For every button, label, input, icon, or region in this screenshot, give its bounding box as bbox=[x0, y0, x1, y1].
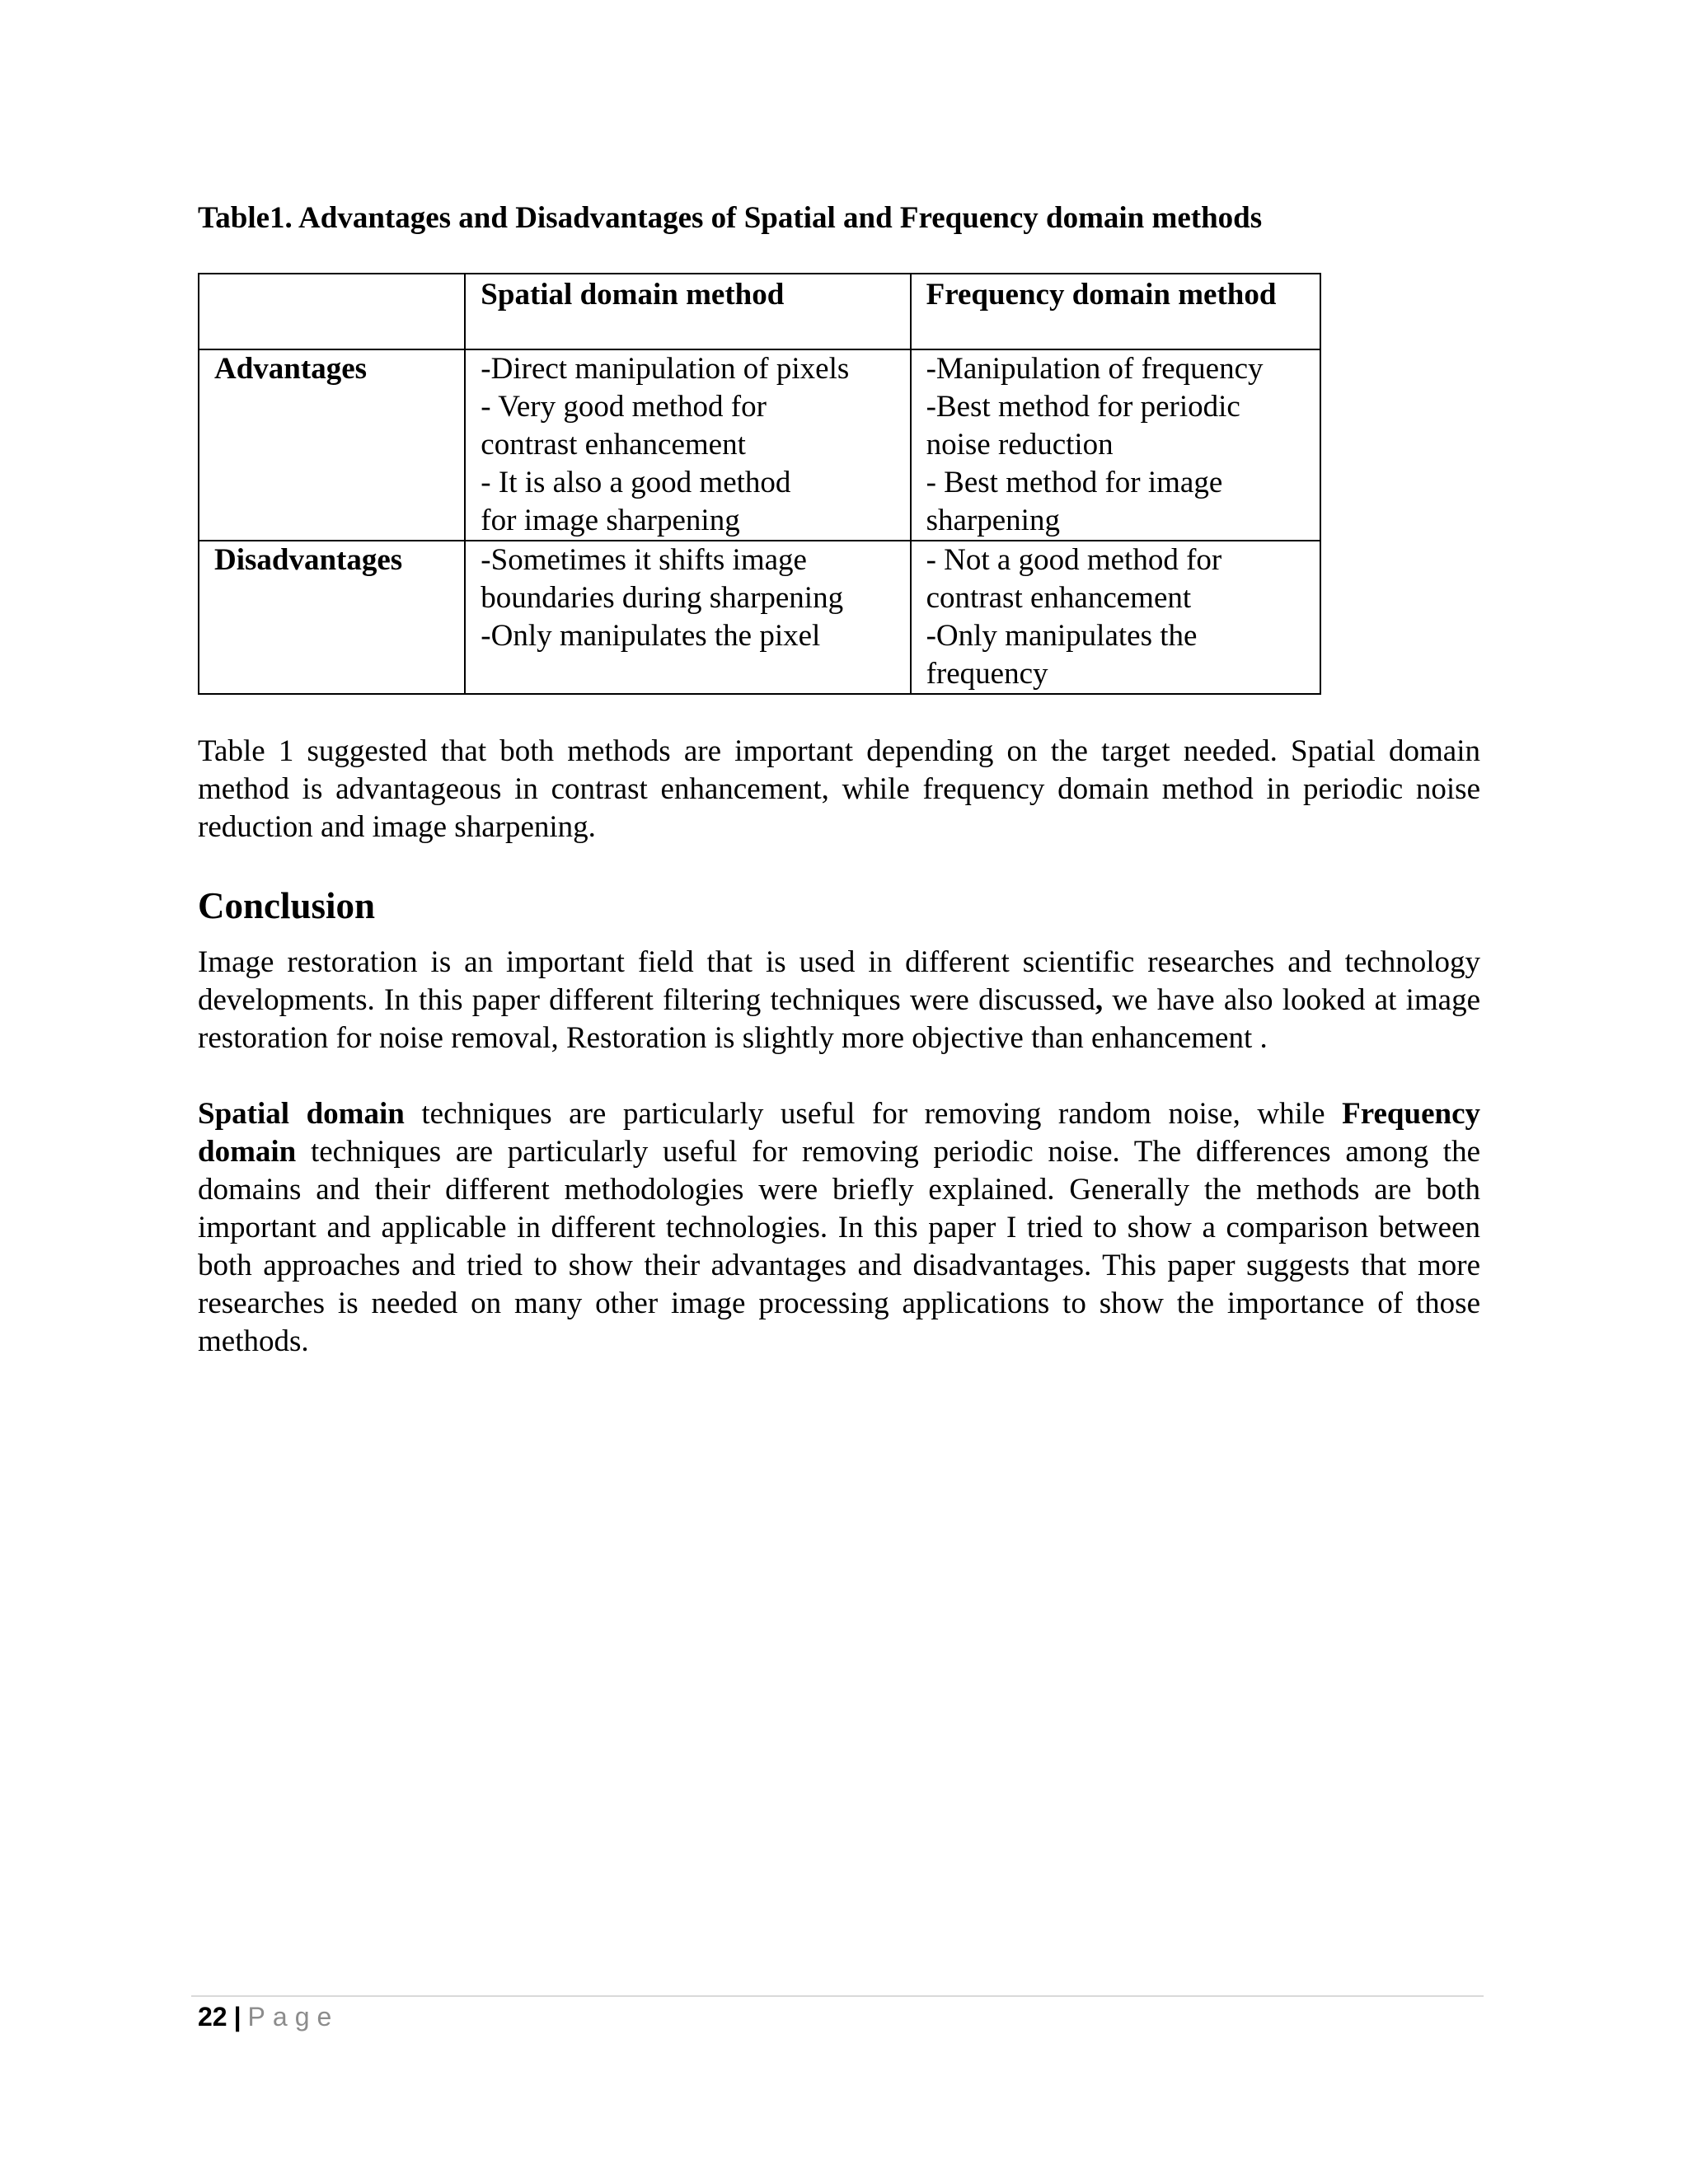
advantages-spatial-cell bbox=[465, 349, 910, 541]
row-label-disadvantages: Disadvantages bbox=[199, 541, 465, 694]
bold-comma: , bbox=[1095, 983, 1104, 1017]
paragraph-text: Image restoration is an important field that is used in different scientific researches and technology developments. In this paper different filtering techniques were discussed bbox=[198, 945, 1480, 1017]
cell-line: -Sometimes it shifts image bbox=[481, 543, 807, 577]
paragraph-text: we have also looked at image restoration for noise removal, Restoration is slightly more objective than enhancement . bbox=[198, 983, 1480, 1055]
advantages-frequency-cell bbox=[911, 349, 1320, 541]
cell-line: for image sharpening bbox=[481, 504, 740, 537]
table-row-disadvantages bbox=[199, 541, 1320, 694]
table-caption: Table1. Advantages and Disadvantages of Spatial and Frequency domain methods bbox=[198, 201, 1263, 235]
footer-separator: | bbox=[233, 2002, 241, 2032]
cell-line: - Best method for image bbox=[926, 466, 1223, 499]
page-footer bbox=[198, 1999, 339, 2034]
footer-divider bbox=[191, 1995, 1484, 1997]
cell-line: - Very good method for bbox=[481, 390, 767, 424]
cell-line: frequency bbox=[926, 657, 1048, 691]
header-frequency: Frequency domain method bbox=[911, 274, 1320, 349]
table-summary-paragraph: Table 1 suggested that both methods are important depending on the target needed. Spatial domain method is advantageous in contrast enhancement, while frequency domain method in periodic noise reduction and image sharpening. bbox=[198, 734, 1480, 844]
bold-term-frequency: Frequency domain bbox=[198, 1097, 1480, 1169]
cell-line: - It is also a good method bbox=[481, 466, 791, 499]
disadvantages-frequency-cell bbox=[911, 541, 1320, 694]
disadvantages-spatial-cell bbox=[465, 541, 910, 694]
cell-line: -Only manipulates the pixel bbox=[481, 619, 821, 653]
cell-line: sharpening bbox=[926, 504, 1060, 537]
cell-line: contrast enhancement bbox=[926, 581, 1192, 615]
cell-line: boundaries during sharpening bbox=[481, 581, 844, 615]
cell-line: -Manipulation of frequency bbox=[926, 352, 1264, 386]
cell-line: -Best method for periodic bbox=[926, 390, 1240, 424]
bold-term-spatial: Spatial domain bbox=[198, 1097, 405, 1131]
conclusion-paragraph-2 bbox=[198, 1095, 1480, 1361]
cell-line: - Not a good method for bbox=[926, 543, 1222, 577]
comparison-table bbox=[198, 273, 1321, 695]
cell-line: -Only manipulates the bbox=[926, 619, 1198, 653]
header-empty-cell bbox=[199, 274, 465, 349]
table-header-row bbox=[199, 274, 1320, 349]
cell-line: -Direct manipulation of pixels bbox=[481, 352, 850, 386]
paragraph-text: techniques are particularly useful for removing periodic noise. The differences among the domains and their different methodologies were briefly explained. Generally the methods are both important and applicable in different technologies. In this paper I tried to show a comparison between both approaches and tried to show their advantages and disadvantages. This paper suggests that more researches is needed on many other image processing applications to show the importance of those methods. bbox=[198, 1135, 1480, 1358]
page-label: Page bbox=[247, 2002, 340, 2032]
paragraph-text: techniques are particularly useful for removing random noise, while bbox=[404, 1097, 1343, 1131]
cell-line: contrast enhancement bbox=[481, 428, 746, 462]
table-row-advantages bbox=[199, 349, 1320, 541]
cell-line: noise reduction bbox=[926, 428, 1114, 462]
conclusion-paragraph-1 bbox=[198, 944, 1480, 1057]
row-label-advantages: Advantages bbox=[199, 349, 465, 541]
page-number: 22 bbox=[198, 2002, 227, 2032]
header-spatial: Spatial domain method bbox=[465, 274, 910, 349]
conclusion-heading: Conclusion bbox=[198, 885, 376, 926]
